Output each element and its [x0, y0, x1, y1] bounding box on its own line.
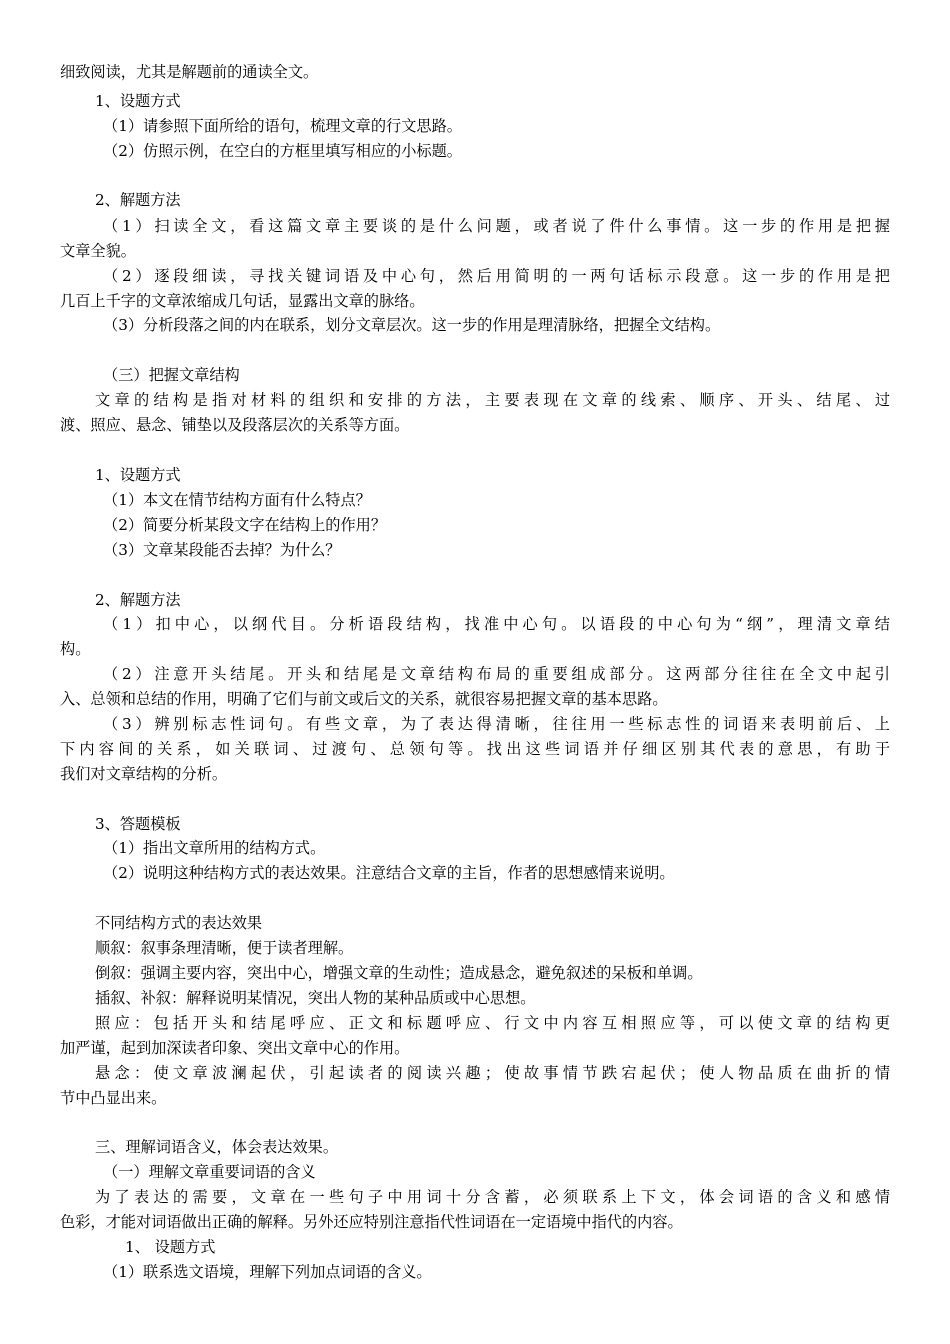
text-line: （2）注意开头结尾。开头和结尾是文章结构布局的重要组成部分。这两部分往往在全文中起引 — [103, 665, 890, 683]
text-line: （1）扫读全文，看这篇文章主要谈的是什么问题，或者说了件什么事情。这一步的作用是把握 — [103, 217, 890, 235]
section-heading: 三、理解词语含义，体会表达效果。 — [95, 1138, 338, 1156]
section-heading: 1、设题方式 — [95, 92, 181, 110]
text-line: （2）简要分析某段文字在结构上的作用？ — [103, 516, 387, 534]
section-heading: 1、 设题方式 — [125, 1238, 216, 1256]
text-line: （1）本文在情节结构方面有什么特点？ — [103, 491, 371, 509]
text-line: （1）扣中心，以纲代目。分析语段结构，找准中心句。以语段的中心句为“纲”，理清文章结 — [103, 615, 890, 633]
text-line: 细致阅读，尤其是解题前的通读全文。 — [60, 63, 319, 81]
text-line: 倒叙：强调主要内容，突出中心，增强文章的生动性；造成悬念，避免叙述的呆板和单调。 — [95, 964, 703, 982]
text-line: 照应：包括开头和结尾呼应、正文和标题呼应、行文中内容互相照应等，可以使文章的结构更 — [95, 1014, 890, 1032]
text-line: 插叙、补叙：解释说明某情况，突出人物的某种品质或中心思想。 — [95, 989, 536, 1007]
text-line: （2）仿照示例，在空白的方框里填写相应的小标题。 — [103, 142, 462, 160]
section-heading: 不同结构方式的表达效果 — [95, 914, 263, 932]
text-line: 文章的结构是指对材料的组织和安排的方法，主要表现在文章的线索、顺序、开头、结尾、过 — [95, 391, 890, 409]
section-heading: （三）把握文章结构 — [103, 366, 240, 384]
text-line: 文章全貌。 — [60, 242, 136, 260]
section-heading: 2、解题方法 — [95, 191, 181, 209]
text-line: 节中凸显出来。 — [60, 1089, 167, 1107]
text-line: 我们对文章结构的分析。 — [60, 765, 228, 783]
text-line: 几百上千字的文章浓缩成几句话，显露出文章的脉络。 — [60, 292, 425, 310]
text-line: （1）联系选文语境，理解下列加点词语的含义。 — [103, 1263, 432, 1281]
text-line: （3）分析段落之间的内在联系，划分文章层次。这一步的作用是理清脉络，把握全文结构。 — [103, 316, 721, 334]
text-line: 下内容间的关系，如关联词、过渡句、总领句等。找出这些词语并仔细区别其代表的意思，有助于 — [60, 740, 890, 758]
text-line: 顺叙：叙事条理清晰，便于读者理解。 — [95, 939, 354, 957]
text-line: （1）请参照下面所给的语句，梳理文章的行文思路。 — [103, 117, 462, 135]
text-line: （3）文章某段能否去掉？为什么？ — [103, 541, 341, 559]
text-line: （2）说明这种结构方式的表达效果。注意结合文章的主旨，作者的思想感情来说明。 — [103, 864, 675, 882]
text-line: 悬念：使文章波澜起伏，引起读者的阅读兴趣；使故事情节跌宕起伏；使人物品质在曲折的情 — [95, 1064, 890, 1082]
text-line: 渡、照应、悬念、铺垫以及段落层次的关系等方面。 — [60, 416, 410, 434]
section-heading: 3、答题模板 — [95, 815, 181, 833]
text-line: （1）指出文章所用的结构方式。 — [103, 839, 326, 857]
section-heading: 1、设题方式 — [95, 466, 181, 484]
text-line: 色彩，才能对词语做出正确的解释。另外还应特别注意指代性词语在一定语境中指代的内容。 — [60, 1213, 683, 1231]
text-line: 加严谨，起到加深读者印象、突出文章中心的作用。 — [60, 1039, 410, 1057]
text-line: 为了表达的需要，文章在一些句子中用词十分含蓄，必须联系上下文，体会词语的含义和感情 — [95, 1188, 890, 1206]
text-line: （3）辨别标志性词句。有些文章，为了表达得清晰，往往用一些标志性的词语来表明前后、上 — [103, 715, 890, 733]
section-heading: 2、解题方法 — [95, 591, 181, 609]
text-line: （2）逐段细读，寻找关键词语及中心句，然后用简明的一两句话标示段意。这一步的作用是把 — [103, 267, 890, 285]
section-heading: （一）理解文章重要词语的含义 — [103, 1163, 316, 1181]
text-line: 构。 — [60, 640, 91, 658]
text-line: 入、总领和总结的作用，明确了它们与前文或后文的关系，就很容易把握文章的基本思路。 — [60, 690, 668, 708]
